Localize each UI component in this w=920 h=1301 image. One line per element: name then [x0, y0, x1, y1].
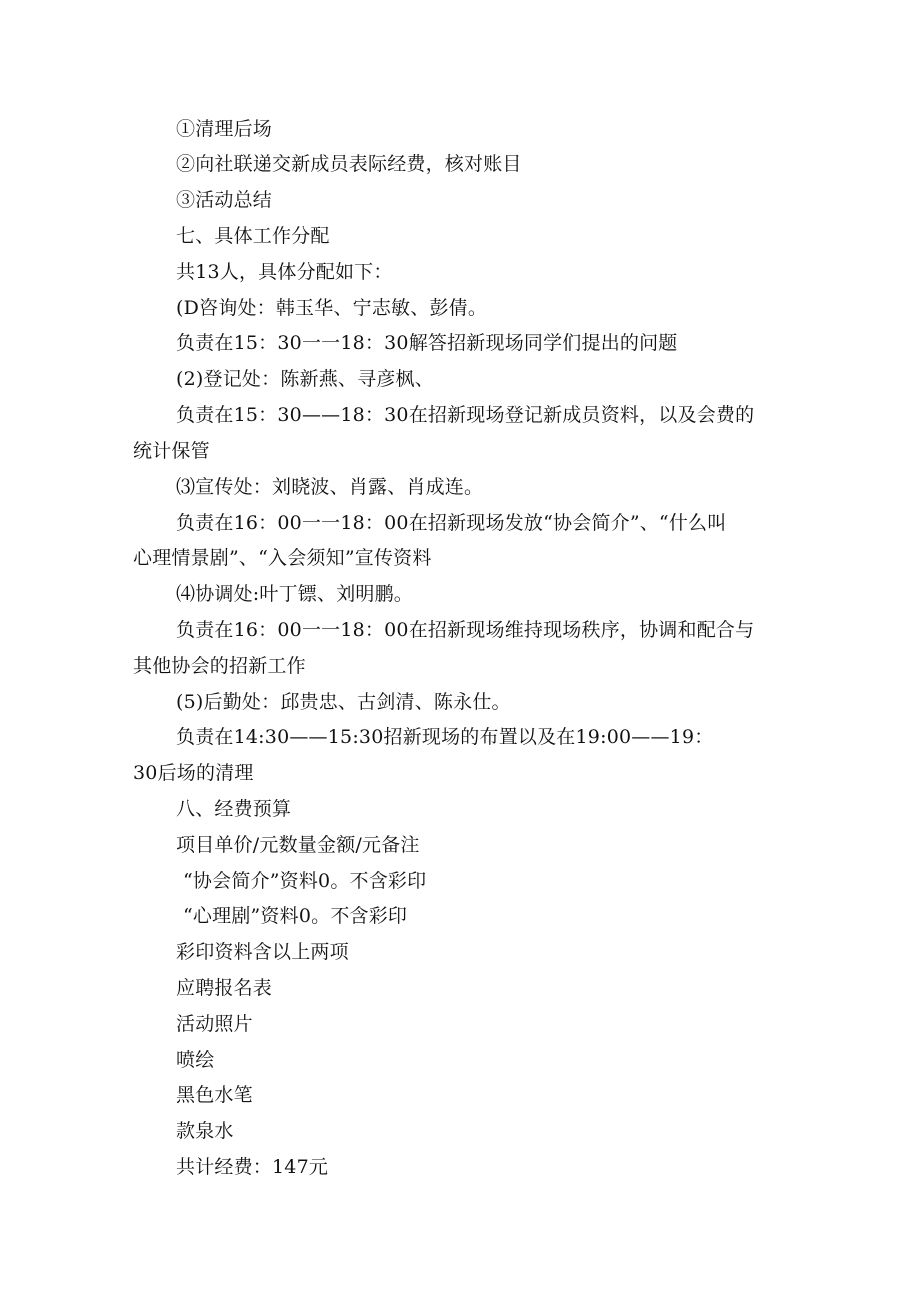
registration-desk-duty-cont: 统计保管 — [133, 440, 210, 462]
coordination-desk-members: ⑷协调处:叶丁镖、刘明鹏。 — [176, 583, 414, 605]
logistics-desk-duty: 负责在14:30——15:30招新现场的布置以及在19:00——19： — [176, 726, 714, 748]
budget-total: 共计经费：147元 — [176, 1156, 329, 1178]
assignment-intro: 共13人，具体分配如下： — [176, 261, 393, 283]
coordination-desk-duty: 负责在16：00一一18：00在招新现场维持现场秩序，协调和配合与 — [176, 619, 755, 641]
budget-item-color-print: 彩印资料含以上两项 — [176, 941, 349, 963]
coordination-desk-duty-cont: 其他协会的招新工作 — [133, 655, 306, 677]
budget-item-banner: 喷绘 — [176, 1049, 215, 1071]
publicity-desk-duty-cont: 心理情景剧”、“入会须知”宣传资料 — [133, 547, 432, 569]
budget-item-water: 款泉水 — [176, 1120, 234, 1142]
publicity-desk-members: ⑶宣传处：刘晓波、肖露、肖成连。 — [176, 476, 484, 498]
task-line-clean-venue: ①清理后场 — [176, 118, 273, 140]
consult-desk-duty: 负责在15：30一一18：30解答招新现场同学们提出的问题 — [176, 332, 678, 354]
logistics-desk-members: (5)后勤处：邱贵忠、古剑清、陈永仕。 — [176, 691, 511, 713]
section-heading-budget: 八、经费预算 — [176, 798, 292, 820]
budget-item-application-form: 应聘报名表 — [176, 977, 273, 999]
task-line-submit-fees: ②向社联递交新成员表际经费，核对账目 — [176, 153, 522, 175]
registration-desk-members: (2)登记处：陈新燕、寻彦枫、 — [176, 368, 434, 390]
task-line-summary: ③活动总结 — [176, 189, 273, 211]
section-heading-work-assignment: 七、具体工作分配 — [176, 225, 330, 247]
registration-desk-duty: 负责在15：30——18：30在招新现场登记新成员资料，以及会费的 — [176, 404, 755, 426]
budget-item-association-intro: “协会简介”资料0。不含彩印 — [183, 870, 427, 892]
budget-header: 项目单价/元数量金额/元备注 — [176, 834, 420, 856]
budget-item-pens: 黑色水笔 — [176, 1084, 253, 1106]
budget-item-photos: 活动照片 — [176, 1013, 253, 1035]
budget-item-drama-material: “心理剧”资料0。不含彩印 — [183, 905, 408, 927]
logistics-desk-duty-cont: 30后场的清理 — [133, 762, 254, 784]
consult-desk-members: (D咨询处：韩玉华、宁志敏、彭倩。 — [176, 297, 488, 319]
publicity-desk-duty: 负责在16：00一一18：00在招新现场发放“协会简介”、“什么叫 — [176, 512, 727, 534]
